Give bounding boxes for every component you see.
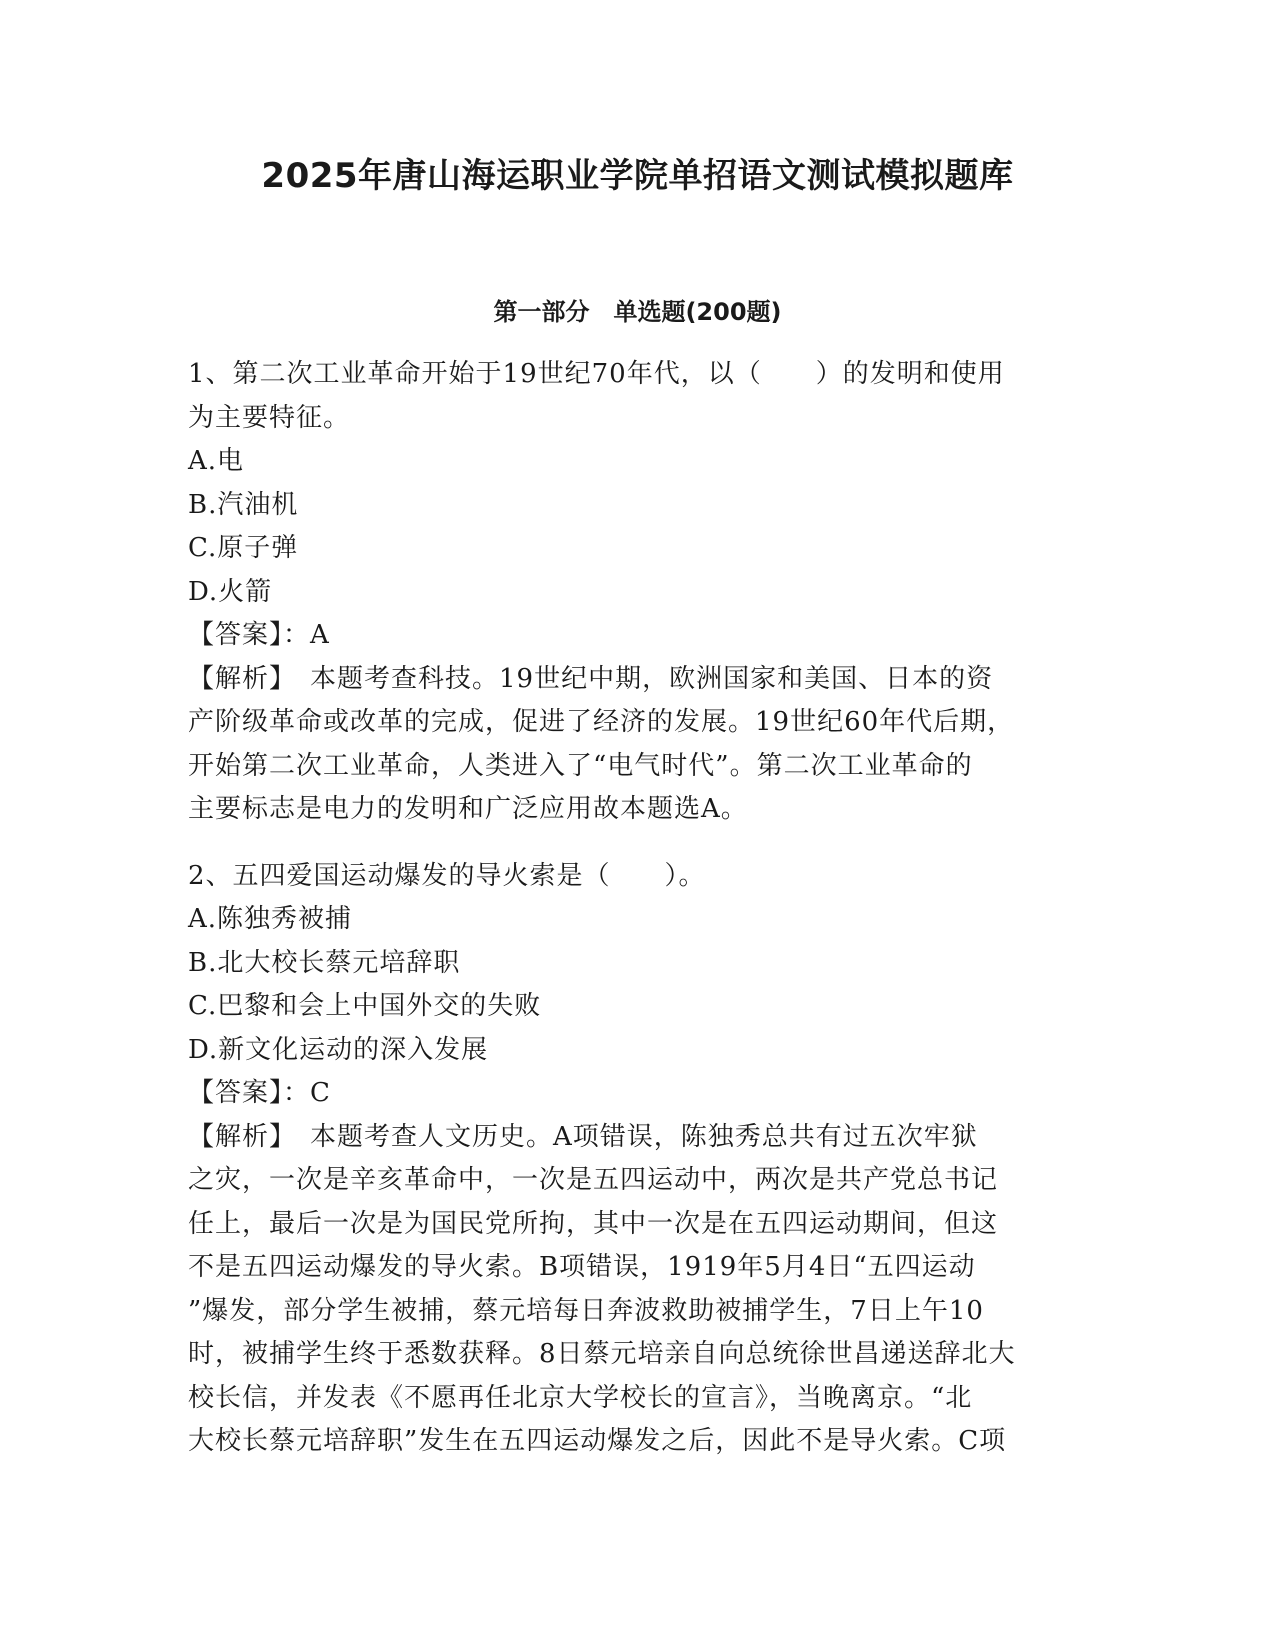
- analysis-line: 大校长蔡元培辞职”发生在五四运动爆发之后，因此不是导火索。C项: [188, 1426, 1007, 1456]
- question-1: [188, 353, 1088, 832]
- section-title: 第一部分 单选题(200题): [493, 298, 782, 326]
- analysis-line: 时，被捕学生终于悉数获释。8日蔡元培亲自向总统徐世昌递送辞北大: [188, 1339, 1016, 1369]
- question-stem-line: 为主要特征。: [188, 402, 351, 433]
- question-list: [188, 353, 1088, 1464]
- analysis-line: 产阶级革命或改革的完成，促进了经济的发展。19世纪60年代后期，: [188, 707, 1015, 737]
- analysis-line: 【解析】 本题考查科技。19世纪中期，欧洲国家和美国、日本的资: [188, 663, 994, 694]
- analysis-line: 之灾，一次是辛亥革命中，一次是五四运动中，两次是共产党总书记: [188, 1165, 999, 1195]
- answer-line: 【答案】：C: [188, 1078, 331, 1108]
- analysis-line: 任上，最后一次是为国民党所拘，其中一次是在五四运动期间，但这: [188, 1208, 999, 1239]
- option-a: A.电: [188, 446, 245, 476]
- analysis-line: 校长信，并发表《不愿再任北京大学校长的宣言》，当晚离京。“北: [188, 1382, 973, 1413]
- answer-line: 【答案】：A: [188, 620, 330, 650]
- question-2: [188, 855, 1088, 1464]
- option-c: C.巴黎和会上中国外交的失败: [188, 991, 542, 1021]
- option-a: A.陈独秀被捕: [188, 904, 353, 934]
- analysis-line: 开始第二次工业革命，人类进入了“电气时代”。第二次工业革命的: [188, 750, 973, 781]
- analysis-line: 主要标志是电力的发明和广泛应用故本题选A。: [188, 794, 748, 824]
- analysis-line: 不是五四运动爆发的导火索。B项错误，1919年5月4日“五四运动: [188, 1252, 976, 1282]
- analysis-line: ”爆发，部分学生被捕，蔡元培每日奔波救助被捕学生，7日上午10: [188, 1295, 984, 1326]
- option-c: C.原子弹: [188, 533, 299, 563]
- document-title: 2025年唐山海运职业学院单招语文测试模拟题库: [261, 156, 1014, 196]
- option-b: B.北大校长蔡元培辞职: [188, 947, 461, 978]
- option-d: D.火箭: [188, 576, 273, 607]
- option-d: D.新文化运动的深入发展: [188, 1034, 489, 1065]
- option-b: B.汽油机: [188, 489, 299, 520]
- question-stem-line: 1、第二次工业革命开始于19世纪70年代，以（ ）的发明和使用: [188, 359, 1005, 389]
- question-spacer: [188, 832, 1088, 855]
- analysis-line: 【解析】 本题考查人文历史。A项错误，陈独秀总共有过五次牢狱: [188, 1121, 978, 1152]
- question-stem-line: 2、五四爱国运动爆发的导火索是（ ）。: [188, 860, 706, 891]
